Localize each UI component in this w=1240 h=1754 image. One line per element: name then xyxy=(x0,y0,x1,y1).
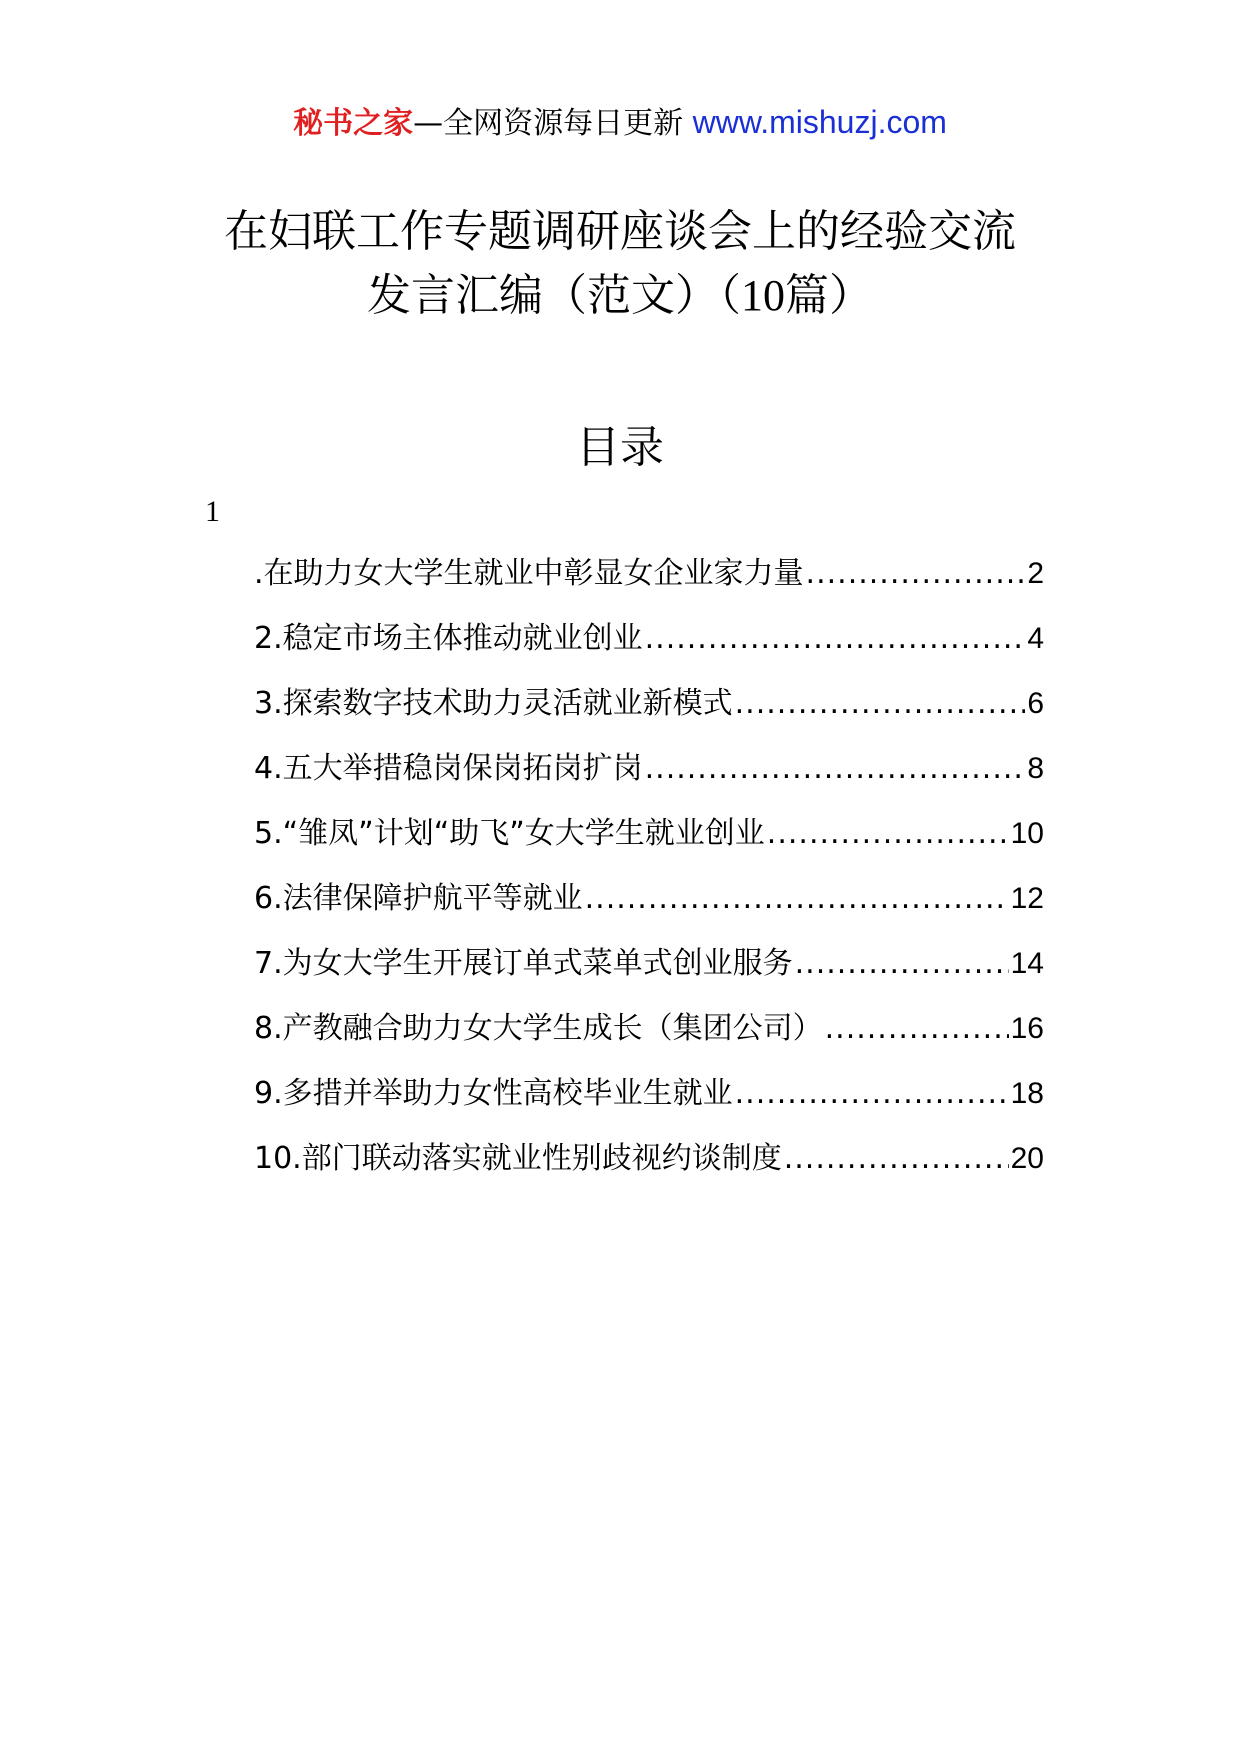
toc-item-6[interactable] xyxy=(254,879,1044,944)
toc-stray-number: 1 xyxy=(205,495,220,528)
toc-item-text: 4.五大举措稳岗保岗拓岗扩岗 xyxy=(254,751,643,786)
site-header xyxy=(0,100,1240,146)
toc-page-number: 10 xyxy=(1010,817,1044,850)
toc-item-text: 2.稳定市场主体推动就业创业 xyxy=(254,621,643,656)
title-line-2 xyxy=(0,264,1240,328)
toc-leader-dots xyxy=(645,619,1026,659)
toc-item-5[interactable] xyxy=(254,814,1044,879)
title-line-1: 在妇联工作专题调研座谈会上的经验交流 xyxy=(224,206,1016,257)
toc-leader-dots xyxy=(735,684,1026,724)
toc-leader-dots xyxy=(645,749,1026,789)
toc-item-9[interactable] xyxy=(254,1074,1044,1139)
toc-item-text: 10.部门联动落实就业性别歧视约谈制度 xyxy=(254,1141,782,1176)
title-line-2-end: 篇） xyxy=(785,270,873,321)
brand-name: 秘书之家 xyxy=(293,106,414,141)
toc-item-4[interactable] xyxy=(254,749,1044,814)
toc-item-text: .在助力女大学生就业中彰显女企业家力量 xyxy=(254,556,804,591)
toc-heading: 目录 xyxy=(576,422,664,473)
header-slogan: —全网资源每日更新 xyxy=(413,106,684,141)
toc-leader-dots xyxy=(585,879,1009,919)
toc-item-2[interactable] xyxy=(254,619,1044,684)
toc-page-number: 14 xyxy=(1010,947,1044,980)
toc-item-text: 9.多措并举助力女性高校毕业生就业 xyxy=(254,1076,733,1111)
toc-item-text: 5.“雏凤”计划“助飞”女大学生就业创业 xyxy=(254,816,765,851)
toc-item-3[interactable] xyxy=(254,684,1044,749)
toc-page-number: 6 xyxy=(1027,687,1044,720)
toc-item-text: 8.产教融合助力女大学生成长（集团公司） xyxy=(254,1011,823,1046)
toc-item-1[interactable] xyxy=(254,554,1044,619)
toc-page-number: 4 xyxy=(1027,622,1044,655)
toc-item-10[interactable] xyxy=(254,1139,1044,1204)
title-line-2-start: 发言汇编（范文）（ xyxy=(367,270,741,321)
toc-page-number: 20 xyxy=(1010,1142,1044,1175)
toc-leader-dots xyxy=(735,1074,1009,1114)
toc-page-number: 2 xyxy=(1027,557,1044,590)
toc-leader-dots xyxy=(784,1139,1009,1179)
toc-page-number: 12 xyxy=(1010,882,1044,915)
title-count: 10 xyxy=(741,271,785,320)
toc-page-number: 18 xyxy=(1010,1077,1044,1110)
toc-item-7[interactable] xyxy=(254,944,1044,1009)
toc-item-8[interactable] xyxy=(254,1009,1044,1074)
table-of-contents xyxy=(254,554,1044,1204)
toc-leader-dots xyxy=(795,944,1009,984)
toc-leader-dots xyxy=(767,814,1009,854)
toc-page-number: 16 xyxy=(1010,1012,1044,1045)
toc-item-text: 3.探索数字技术助力灵活就业新模式 xyxy=(254,686,733,721)
site-url[interactable]: www.mishuzj.com xyxy=(692,104,947,140)
toc-item-text: 7.为女大学生开展订单式菜单式创业服务 xyxy=(254,946,793,981)
toc-leader-dots xyxy=(806,554,1026,594)
document-title xyxy=(0,200,1240,328)
toc-leader-dots xyxy=(825,1009,1009,1049)
toc-page-number: 8 xyxy=(1027,752,1044,785)
toc-item-text: 6.法律保障护航平等就业 xyxy=(254,881,583,916)
